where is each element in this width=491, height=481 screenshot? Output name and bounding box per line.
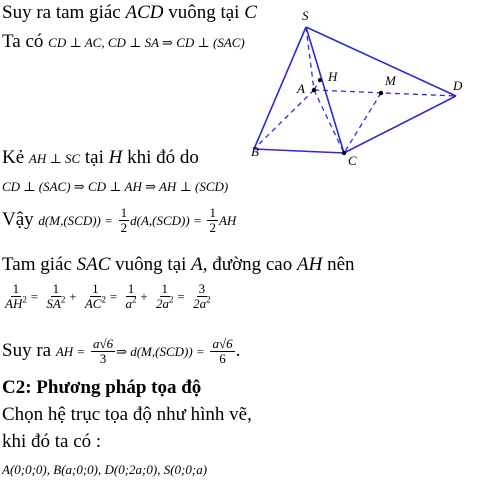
point-C bbox=[342, 151, 346, 155]
edge-BC bbox=[254, 149, 344, 153]
fraction-1-SA2: $\frac{1}{SA^2}$ bbox=[46, 281, 66, 311]
label-D: D bbox=[453, 78, 463, 93]
edge-AD bbox=[314, 90, 456, 96]
label-A: A bbox=[297, 81, 305, 96]
fraction-half-2: $\frac{1}{2}$ bbox=[209, 205, 216, 235]
fraction-1-AH2: $\frac{1}{AH^2}$ bbox=[5, 281, 27, 311]
edge-SA bbox=[306, 27, 314, 90]
edge-CD bbox=[344, 96, 456, 153]
text-line-6: Tam giác SAC vuông tại A, đường cao AH nên bbox=[2, 254, 355, 275]
text-line-5: Vậy d(M,(SCD)) = $\frac{1}{2}$ d(A,(SCD)) = $\frac{1}{2}$ AH bbox=[2, 205, 237, 235]
point-H bbox=[318, 78, 322, 82]
edge-SD bbox=[306, 27, 456, 96]
text-line-1: Suy ra tam giác ACD vuông tại C bbox=[2, 2, 257, 23]
label-C: C bbox=[348, 153, 357, 168]
fraction-half-1: $\frac{1}{2}$ bbox=[120, 205, 128, 235]
label-S: S bbox=[302, 8, 309, 23]
edge-AC bbox=[314, 90, 344, 153]
fraction-3-2a2: $\frac{3}{2a^2}$ bbox=[193, 281, 211, 311]
text-line-11: A(0;0;0), B(a;0;0), D(0;2a;0), S(0;0;a) bbox=[2, 462, 208, 477]
label-M: M bbox=[385, 73, 396, 88]
section-heading: C2: Phương pháp tọa độ bbox=[2, 377, 202, 398]
label-B: B bbox=[251, 144, 259, 159]
point-M bbox=[379, 91, 383, 95]
fraction-a-sqrt6-6: $\frac{a√6}{6}$ bbox=[212, 336, 233, 366]
fraction-1-a2: $\frac{1}{a^2}$ bbox=[125, 281, 137, 311]
text-line-2: Ta có CD ⊥ AC, CD ⊥ SA ⇒ CD ⊥ (SAC) bbox=[2, 31, 245, 52]
text-line-9: Chọn hệ trục tọa độ như hình vẽ, bbox=[2, 404, 252, 425]
fraction-1-AC2: $\frac{1}{AC^2}$ bbox=[84, 281, 106, 311]
pyramid-figure bbox=[240, 5, 475, 170]
text-line-7: $\frac{1}{AH^2}$ = $\frac{1}{SA^2}$ + $\frac{1}{AC^2}$ = $\frac{1}{a^2}$ + $\frac{1}{2a^2}$ = $\frac{3}{2a^2}$ bbox=[5, 281, 211, 311]
fraction-1-2a2: $\frac{1}{2a^2}$ bbox=[156, 281, 174, 311]
fraction-a-sqrt6-3: $\frac{a√6}{3}$ bbox=[92, 336, 114, 366]
text-line-3: Kẻ AH ⊥ SC tại H khi đó do bbox=[2, 147, 199, 168]
point-A bbox=[312, 88, 316, 92]
text-line-8: Suy ra AH = $\frac{a√6}{3}$ ⇒ d(M,(SCD)) = $\frac{a√6}{6}$ . bbox=[2, 336, 241, 366]
text-line-4: CD ⊥ (SAC) ⇒ CD ⊥ AH ⇒ AH ⊥ (SCD) bbox=[2, 179, 229, 194]
text-line-10: khi đó ta có : bbox=[2, 431, 102, 452]
label-H: H bbox=[328, 69, 338, 84]
edge-AB bbox=[254, 90, 314, 149]
